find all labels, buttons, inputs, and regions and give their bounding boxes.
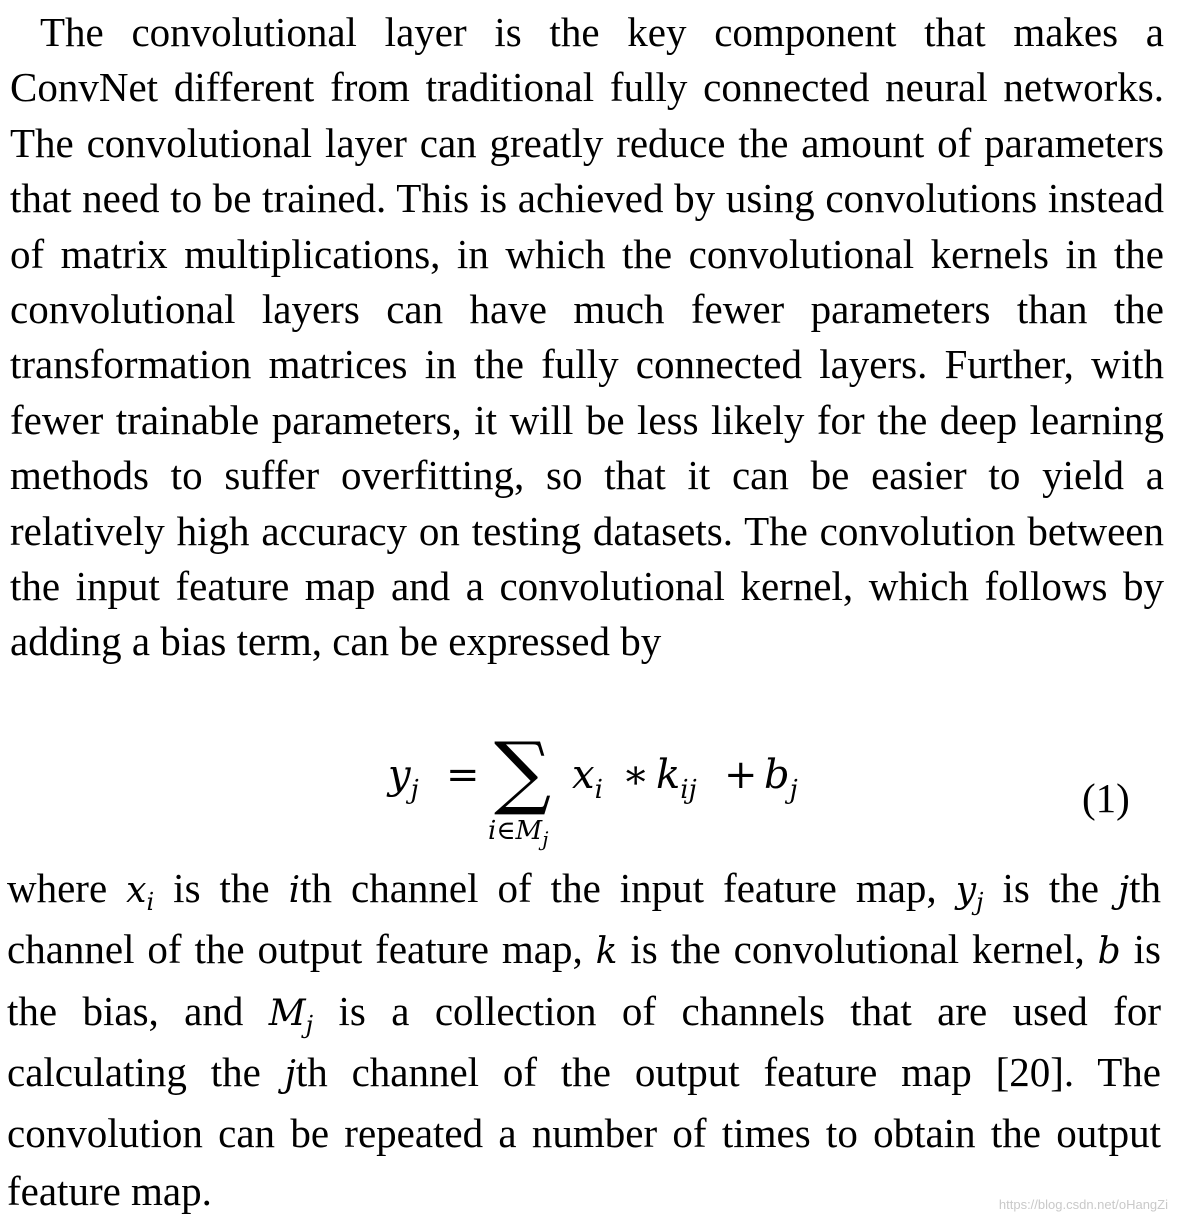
equation-term-x: $x_i$ — [572, 752, 603, 805]
math-k: k — [595, 931, 618, 973]
equation-lhs: $y_j$ — [388, 752, 419, 805]
math-M-j: $M_j$ — [268, 992, 314, 1039]
paragraph-definitions: where $x_i$ is the ith channel of the input feature map, $y_j$ is the jth channel of the output feature map, k is the convolutional kernel, b is the bias, and $M_j$ is a collection of channels that are used for calculating the jth channel of the output feature map [20]. The convolution can be repeated a number of times to obtain the output feature map. — [7, 865, 1162, 1215]
equation-equals: = — [446, 752, 480, 798]
paragraph-intro: The convolutional layer is the key component that makes a ConvNet different from traditional fully connected neural networks. The convolutional layer can greatly reduce the amount of parameters that need to be trained. This is achieved by using convolutions instead of matrix multiplications, in which the convolutional kernels in the convolutional layers can have much fewer parameters than the transformation matrices in the fully connected layers. Further, with fewer trainable parameters, it will be less likely for the deep learning methods to suffer overfitting, so that it can be easier to yield a relatively high accuracy on testing datasets. The convolution between the input feature map and a convolutional kernel, which follows by adding a bias term, can be expressed by — [10, 9, 1164, 665]
math-b: b — [1097, 931, 1121, 973]
equation-number: (1) — [1082, 775, 1130, 821]
math-x-i: $x_i$ — [126, 870, 155, 916]
math-j-2: j — [284, 1053, 296, 1095]
equation-conv-operator: ∗ — [622, 752, 650, 798]
math-j: j — [1117, 870, 1130, 911]
math-i: i — [288, 870, 301, 911]
equation-plus: + — [724, 752, 758, 798]
summation-index: $i\in M_j$ — [488, 816, 549, 851]
math-y-j: $y_j$ — [955, 870, 984, 916]
watermark: https://blog.csdn.net/oHangZi — [998, 1197, 1168, 1212]
equation-term-k: $k_{ij}$ — [656, 752, 697, 805]
equation-1 — [0, 725, 1178, 858]
equation-term-b: $b_j$ — [764, 752, 798, 805]
summation-symbol: ∑ — [494, 725, 552, 818]
